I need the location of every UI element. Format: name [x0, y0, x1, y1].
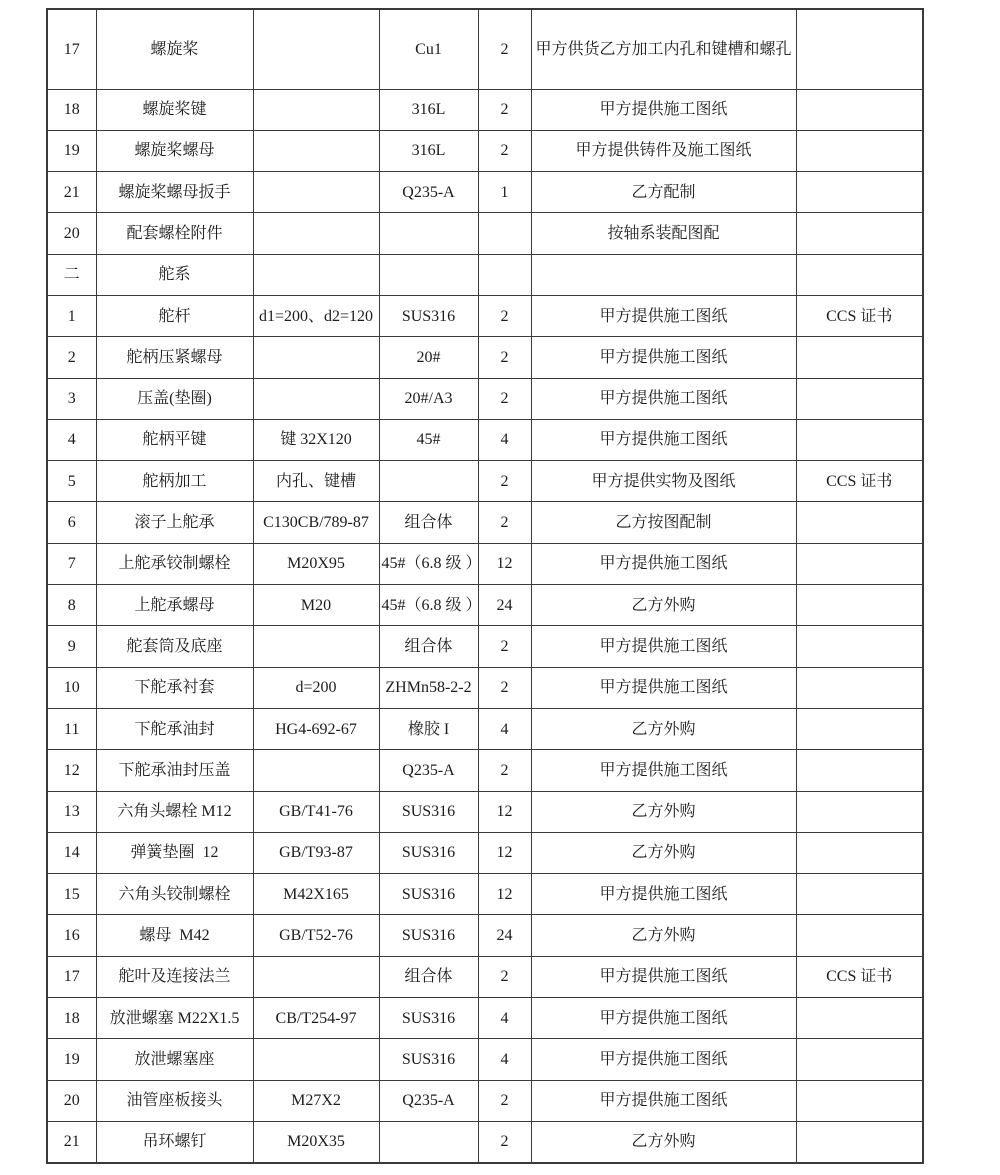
cell-material: 45#	[379, 419, 478, 460]
cell-name: 弹簧垫圈 12	[96, 832, 253, 873]
cell-qty: 2	[478, 130, 531, 171]
cell-cert: CCS 证书	[796, 956, 923, 997]
cell-num: 13	[47, 791, 96, 832]
table-row	[47, 1039, 923, 1080]
cell-material: SUS316	[379, 1039, 478, 1080]
cell-name: 六角头铰制螺栓	[96, 874, 253, 915]
cell-num: 2	[47, 337, 96, 378]
table-row	[47, 172, 923, 213]
cell-cert	[796, 502, 923, 543]
cell-name: 下舵承油封	[96, 708, 253, 749]
cell-name: 螺旋桨螺母扳手	[96, 172, 253, 213]
cell-cert	[796, 337, 923, 378]
cell-name: 舵叶及连接法兰	[96, 956, 253, 997]
cell-name: 油管座板接头	[96, 1080, 253, 1121]
cell-qty: 2	[478, 667, 531, 708]
cell-remark: 乙方外购	[531, 708, 796, 749]
cell-material: Q235-A	[379, 172, 478, 213]
cell-remark: 乙方外购	[531, 832, 796, 873]
cell-name: 放泄螺塞 M22X1.5	[96, 998, 253, 1039]
cell-name: 放泄螺塞座	[96, 1039, 253, 1080]
cell-material: ZHMn58-2-2	[379, 667, 478, 708]
cell-cert	[796, 1039, 923, 1080]
table-row	[47, 626, 923, 667]
cell-num: 7	[47, 543, 96, 584]
cell-remark: 甲方供货乙方加工内孔和键槽和螺孔	[531, 9, 796, 89]
cell-material: SUS316	[379, 998, 478, 1039]
cell-num: 6	[47, 502, 96, 543]
table-row	[47, 213, 923, 254]
cell-spec	[253, 172, 379, 213]
cell-spec: M20	[253, 585, 379, 626]
cell-num: 19	[47, 1039, 96, 1080]
cell-num: 10	[47, 667, 96, 708]
cell-name: 螺旋桨键	[96, 89, 253, 130]
cell-remark: 乙方外购	[531, 791, 796, 832]
cell-material: 组合体	[379, 626, 478, 667]
cell-cert	[796, 1121, 923, 1162]
cell-spec	[253, 213, 379, 254]
cell-num: 17	[47, 956, 96, 997]
cell-name: 滚子上舵承	[96, 502, 253, 543]
cell-qty: 2	[478, 1121, 531, 1162]
cell-num: 11	[47, 708, 96, 749]
cell-qty: 12	[478, 832, 531, 873]
table-row	[47, 667, 923, 708]
cell-material	[379, 1121, 478, 1162]
cell-spec: HG4-692-67	[253, 708, 379, 749]
cell-qty: 24	[478, 585, 531, 626]
cell-material: Q235-A	[379, 1080, 478, 1121]
cell-name: 舵柄加工	[96, 461, 253, 502]
cell-name: 下舵承油封压盖	[96, 750, 253, 791]
table-row	[47, 419, 923, 460]
cell-num: 4	[47, 419, 96, 460]
cell-num: 20	[47, 213, 96, 254]
cell-num: 14	[47, 832, 96, 873]
cell-cert	[796, 213, 923, 254]
cell-cert	[796, 874, 923, 915]
table-row	[47, 791, 923, 832]
cell-spec: M20X95	[253, 543, 379, 584]
cell-name: 配套螺栓附件	[96, 213, 253, 254]
cell-cert	[796, 89, 923, 130]
table-row	[47, 378, 923, 419]
cell-remark: 乙方外购	[531, 915, 796, 956]
cell-remark: 甲方提供施工图纸	[531, 956, 796, 997]
table-row	[47, 956, 923, 997]
cell-spec	[253, 956, 379, 997]
cell-num: 3	[47, 378, 96, 419]
cell-material: SUS316	[379, 915, 478, 956]
cell-num: 19	[47, 130, 96, 171]
table-row	[47, 998, 923, 1039]
cell-remark: 甲方提供施工图纸	[531, 378, 796, 419]
cell-name: 吊环螺钉	[96, 1121, 253, 1162]
cell-num: 20	[47, 1080, 96, 1121]
table-row	[47, 1121, 923, 1162]
cell-qty: 2	[478, 502, 531, 543]
table-row	[47, 254, 923, 295]
cell-material: 20#/A3	[379, 378, 478, 419]
cell-remark: 甲方提供施工图纸	[531, 419, 796, 460]
cell-remark: 甲方提供施工图纸	[531, 750, 796, 791]
cell-remark: 甲方提供施工图纸	[531, 1039, 796, 1080]
cell-material: SUS316	[379, 791, 478, 832]
cell-cert	[796, 1080, 923, 1121]
table-row	[47, 130, 923, 171]
cell-cert	[796, 791, 923, 832]
table-row	[47, 9, 923, 89]
table-row	[47, 295, 923, 336]
cell-material: 组合体	[379, 956, 478, 997]
cell-cert	[796, 998, 923, 1039]
cell-num: 5	[47, 461, 96, 502]
cell-remark: 甲方提供施工图纸	[531, 543, 796, 584]
cell-qty: 2	[478, 626, 531, 667]
cell-qty: 2	[478, 461, 531, 502]
cell-spec: 键 32X120	[253, 419, 379, 460]
cell-num: 21	[47, 1121, 96, 1162]
cell-spec: GB/T41-76	[253, 791, 379, 832]
cell-spec: GB/T93-87	[253, 832, 379, 873]
cell-material: 20#	[379, 337, 478, 378]
cell-remark: 甲方提供施工图纸	[531, 874, 796, 915]
cell-remark: 甲方提供施工图纸	[531, 626, 796, 667]
cell-material: 45#（6.8 级 ）	[379, 585, 478, 626]
cell-spec: GB/T52-76	[253, 915, 379, 956]
cell-remark: 甲方提供施工图纸	[531, 295, 796, 336]
cell-name: 舵套筒及底座	[96, 626, 253, 667]
table-row	[47, 832, 923, 873]
table-row	[47, 874, 923, 915]
cell-spec: C130CB/789-87	[253, 502, 379, 543]
cell-qty: 4	[478, 708, 531, 749]
cell-remark: 乙方按图配制	[531, 502, 796, 543]
cell-remark: 乙方配制	[531, 172, 796, 213]
cell-num: 18	[47, 89, 96, 130]
cell-cert	[796, 543, 923, 584]
cell-name: 舵系	[96, 254, 253, 295]
cell-spec: 内孔、键槽	[253, 461, 379, 502]
cell-qty: 12	[478, 791, 531, 832]
cell-material: 316L	[379, 130, 478, 171]
cell-remark: 按轴系装配图配	[531, 213, 796, 254]
cell-name: 螺旋桨	[96, 9, 253, 89]
cell-cert: CCS 证书	[796, 295, 923, 336]
cell-name: 六角头螺栓 M12	[96, 791, 253, 832]
cell-cert	[796, 750, 923, 791]
cell-material: SUS316	[379, 295, 478, 336]
cell-spec	[253, 130, 379, 171]
table-row	[47, 89, 923, 130]
cell-qty: 4	[478, 1039, 531, 1080]
cell-remark: 乙方外购	[531, 585, 796, 626]
cell-qty	[478, 254, 531, 295]
cell-qty: 2	[478, 956, 531, 997]
cell-qty: 2	[478, 295, 531, 336]
cell-cert	[796, 915, 923, 956]
cell-cert	[796, 254, 923, 295]
cell-spec: d1=200、d2=120	[253, 295, 379, 336]
cell-spec	[253, 626, 379, 667]
cell-name: 压盖(垫圈)	[96, 378, 253, 419]
cell-cert	[796, 130, 923, 171]
cell-name: 螺母 M42	[96, 915, 253, 956]
table-row	[47, 543, 923, 584]
cell-spec	[253, 89, 379, 130]
cell-material: 316L	[379, 89, 478, 130]
cell-remark: 甲方提供施工图纸	[531, 89, 796, 130]
parts-table	[46, 8, 924, 1164]
cell-remark: 甲方提供实物及图纸	[531, 461, 796, 502]
cell-qty: 12	[478, 543, 531, 584]
table-row	[47, 502, 923, 543]
cell-name: 舵杆	[96, 295, 253, 336]
cell-qty: 12	[478, 874, 531, 915]
cell-num: 15	[47, 874, 96, 915]
cell-qty: 4	[478, 998, 531, 1039]
cell-spec	[253, 9, 379, 89]
cell-remark: 甲方提供施工图纸	[531, 337, 796, 378]
table-row	[47, 337, 923, 378]
cell-qty: 2	[478, 1080, 531, 1121]
cell-spec	[253, 254, 379, 295]
cell-spec	[253, 337, 379, 378]
cell-cert	[796, 585, 923, 626]
cell-name: 舵柄平键	[96, 419, 253, 460]
cell-remark: 甲方提供施工图纸	[531, 998, 796, 1039]
table-row	[47, 750, 923, 791]
cell-qty: 2	[478, 9, 531, 89]
cell-name: 上舵承铰制螺栓	[96, 543, 253, 584]
cell-num: 18	[47, 998, 96, 1039]
cell-name: 下舵承衬套	[96, 667, 253, 708]
cell-spec: CB/T254-97	[253, 998, 379, 1039]
cell-num: 17	[47, 9, 96, 89]
cell-spec	[253, 750, 379, 791]
cell-cert	[796, 419, 923, 460]
cell-cert	[796, 172, 923, 213]
cell-material: SUS316	[379, 832, 478, 873]
cell-remark: 甲方提供施工图纸	[531, 667, 796, 708]
cell-material: Q235-A	[379, 750, 478, 791]
table-row	[47, 1080, 923, 1121]
cell-material: SUS316	[379, 874, 478, 915]
cell-remark: 甲方提供施工图纸	[531, 1080, 796, 1121]
cell-material: 橡胶 I	[379, 708, 478, 749]
cell-material	[379, 254, 478, 295]
cell-cert	[796, 9, 923, 89]
cell-num: 9	[47, 626, 96, 667]
cell-qty: 4	[478, 419, 531, 460]
table-row	[47, 461, 923, 502]
cell-qty: 2	[478, 378, 531, 419]
cell-cert: CCS 证书	[796, 461, 923, 502]
cell-cert	[796, 832, 923, 873]
cell-material: Cu1	[379, 9, 478, 89]
cell-num: 8	[47, 585, 96, 626]
table-row	[47, 915, 923, 956]
cell-spec	[253, 1039, 379, 1080]
cell-num: 1	[47, 295, 96, 336]
cell-remark: 乙方外购	[531, 1121, 796, 1162]
cell-material	[379, 213, 478, 254]
cell-num: 12	[47, 750, 96, 791]
cell-num: 21	[47, 172, 96, 213]
cell-material: 组合体	[379, 502, 478, 543]
cell-num: 二	[47, 254, 96, 295]
cell-spec	[253, 378, 379, 419]
cell-material	[379, 461, 478, 502]
cell-qty: 24	[478, 915, 531, 956]
cell-spec: M20X35	[253, 1121, 379, 1162]
cell-name: 螺旋桨螺母	[96, 130, 253, 171]
cell-spec: M42X165	[253, 874, 379, 915]
cell-name: 舵柄压紧螺母	[96, 337, 253, 378]
cell-material: 45#（6.8 级 ）	[379, 543, 478, 584]
cell-cert	[796, 708, 923, 749]
cell-qty: 2	[478, 337, 531, 378]
cell-cert	[796, 378, 923, 419]
cell-qty: 2	[478, 750, 531, 791]
cell-remark: 甲方提供铸件及施工图纸	[531, 130, 796, 171]
cell-spec: M27X2	[253, 1080, 379, 1121]
cell-cert	[796, 667, 923, 708]
cell-name: 上舵承螺母	[96, 585, 253, 626]
cell-qty: 1	[478, 172, 531, 213]
cell-num: 16	[47, 915, 96, 956]
cell-remark	[531, 254, 796, 295]
table-row	[47, 708, 923, 749]
cell-qty	[478, 213, 531, 254]
table-body	[47, 9, 923, 1163]
table-row	[47, 585, 923, 626]
cell-qty: 2	[478, 89, 531, 130]
cell-cert	[796, 626, 923, 667]
cell-spec: d=200	[253, 667, 379, 708]
